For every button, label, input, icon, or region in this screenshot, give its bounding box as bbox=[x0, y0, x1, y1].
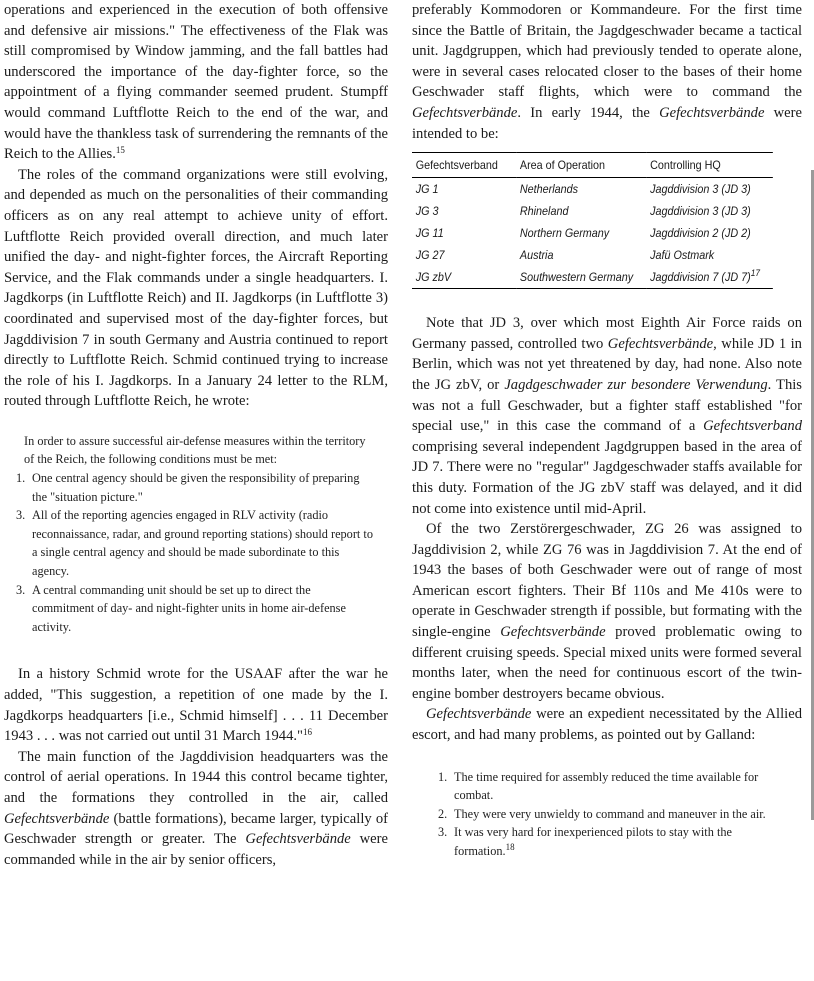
column-header: Gefechtsverband bbox=[412, 153, 516, 178]
table-row bbox=[412, 266, 773, 289]
table-cell: JG zbV bbox=[412, 266, 516, 289]
table-cell: JG 3 bbox=[415, 204, 439, 218]
table-cell: JG 27 bbox=[415, 248, 445, 262]
paragraph: Note that JD 3, over which most Eighth Air Force raids on Germany passed, controlled two Gefechtsverbände, while JD 1 in Berlin, which was not yet threatened by day, had none. Also note the JG zbV, or Jagdgeschwader zur besondere Verwendung. This was not a full Geschwader, but a fighter staff established "for special use," in this case the command of a Gefechtsverband comprising several independent Jagdgruppen based in the area of JD 7. There were no "regular" Jagdgeschwader staffs available for this duty. Formation of the JG zbV staff was delayed, and it did not come into existence until mid-April. bbox=[412, 315, 802, 517]
table-cell: Jagddivision 3 (JD 3) bbox=[650, 182, 751, 196]
list-item: 3. All of the reporting agencies engaged in RLV activity (radio reconnaissance, radar, and ground reporting stations) should report to a single central agency and should be made subordinate to this agency. bbox=[16, 508, 373, 579]
table-cell: Jafü Ostmark bbox=[650, 248, 715, 262]
footnote-ref[interactable]: 16 bbox=[303, 727, 312, 738]
paragraph: In a history Schmid wrote for the USAAF after the war he added, "This suggestion, a repetition of one made by the I. Jagdkorps headquarters [i.e., Schmid himself] . . . 11 December 1943 . . . was not carried out until 31 March 1944."$^{16}$ bbox=[4, 666, 388, 745]
table-row bbox=[412, 244, 773, 266]
table-cell: Netherlands bbox=[519, 182, 579, 196]
paragraph: The main function of the Jagddivision headquarters was the control of aerial operations. In 1944 this control became tighter, and the formations they controlled in the air, called Gefechtsverbände (battle formations), became larger, typically of Geschwader strength or greater. The Gefechtsverbände were commanded while in the air by senior officers, bbox=[4, 748, 388, 868]
quote-intro: In order to assure successful air-defense measures within the territory of the Reich, the following conditions must be met: bbox=[24, 433, 366, 467]
table-cell: JG 11 bbox=[415, 226, 444, 240]
table-header-row bbox=[412, 153, 773, 178]
table-cell: Southwestern Germany bbox=[516, 266, 646, 289]
right-column bbox=[412, 0, 802, 861]
list-item: 2. They were very unwieldy to command and maneuver in the air. bbox=[438, 806, 766, 821]
table-cell: JG 1 bbox=[415, 182, 439, 196]
table-cell: Rhineland bbox=[519, 204, 569, 218]
paragraph: operations and experienced in the execution of both offensive and defensive air missions." The effectiveness of the Flak was still compromised by Window jamming, and the fall battles had underscored the importance of the day-fighter force, so the appointment of a flying commander seemed prudent. Stumpff would command Luftflotte Reich to the end of the war, and would have the thankless task of surrendering the remnants of the Reich to the Allies.$^{15}$ bbox=[4, 2, 388, 163]
table-cell: Northern Germany bbox=[519, 226, 610, 240]
block-quote bbox=[426, 768, 786, 861]
left-column bbox=[4, 0, 388, 870]
paragraph: preferably Kommodoren or Kommandeure. For the first time since the Battle of Britain, the Jagdgeschwader became a tactical unit. Jagdgruppen, which had previously tended to operate alone, were in several cases relocated closer to the bases of their home Geschwader staff flights, which were to command the Gefechtsverbände. In early 1944, the Gefechtsverbände were intended to be: bbox=[412, 2, 802, 142]
table-cell: Austria bbox=[519, 248, 554, 262]
paragraph: The roles of the command organizations were still evolving, and depended as much on the personalities of their commanding officers as on any real attempt to achieve unity of effort. Luftflotte Reich provided overall direction, and much later unified the day- and night-fighter forces, the Aircraft Reporting Service, and the Flak commands under a single headquarters. I. Jagdkorps (in Luftflotte Reich) and II. Jagdkorps (in Luftflotte 3) coordinated and supervised most of the day-fighter forces, but Jagddivision 7 in south Germany and Austria continued to report directly to Luftflotte Reich. Schmid continued trying to increase the role of his I. Jagdkorps. In a January 24 letter to the RLM, routed through Luftflotte Reich, he wrote: bbox=[4, 166, 388, 410]
table-cell: Jagddivision 7 (JD 7)$^{17}$ bbox=[646, 266, 772, 289]
list-item: 3. A central commanding unit should be set up to direct the commitment of day- and night-fighter units in home air-defense activity. bbox=[16, 582, 346, 634]
footnote-ref[interactable]: 15 bbox=[115, 145, 125, 156]
table-row bbox=[412, 222, 773, 244]
column-header: Controlling HQ bbox=[646, 153, 772, 178]
column-header: Area of Operation bbox=[516, 153, 646, 178]
list-item: 1. The time required for assembly reduced the time available for combat. bbox=[438, 769, 759, 803]
list-item: 1. One central agency should be given the responsibility of preparing the "situation picture." bbox=[16, 471, 360, 504]
table-row bbox=[412, 200, 773, 222]
table-row bbox=[412, 178, 773, 201]
gefechtsverband-table bbox=[412, 152, 773, 289]
footnote-ref[interactable]: 17 bbox=[750, 267, 761, 278]
list-item: 3. It was very hard for inexperienced pilots to stay with the formation.$^{18}$ bbox=[438, 825, 732, 858]
paragraph: Of the two Zerstörergeschwader, ZG 26 was assigned to Jagddivision 2, while ZG 76 was in Jagddivision 7. At the end of 1943 the bases of both Geschwader were out of range of most American escort fighters. Their Bf 110s and Me 410s were to operate in Geschwader strength if possible, but formating with the single-engine Gefechtsverbände proved problematic owing to different cruising speeds. Special mixed units were formed several months later, when the need for continuous escort of the twin-engine bomber destroyers became obvious. bbox=[412, 521, 802, 702]
table-cell: Jagddivision 3 (JD 3) bbox=[650, 204, 751, 218]
paragraph: Gefechtsverbände were an expedient necessitated by the Allied escort, and had many problems, as pointed out by Galland: bbox=[412, 706, 802, 744]
footnote-ref[interactable]: 18 bbox=[505, 842, 515, 852]
block-quote bbox=[16, 432, 374, 637]
table-cell: Jagddivision 2 (JD 2) bbox=[650, 226, 751, 240]
